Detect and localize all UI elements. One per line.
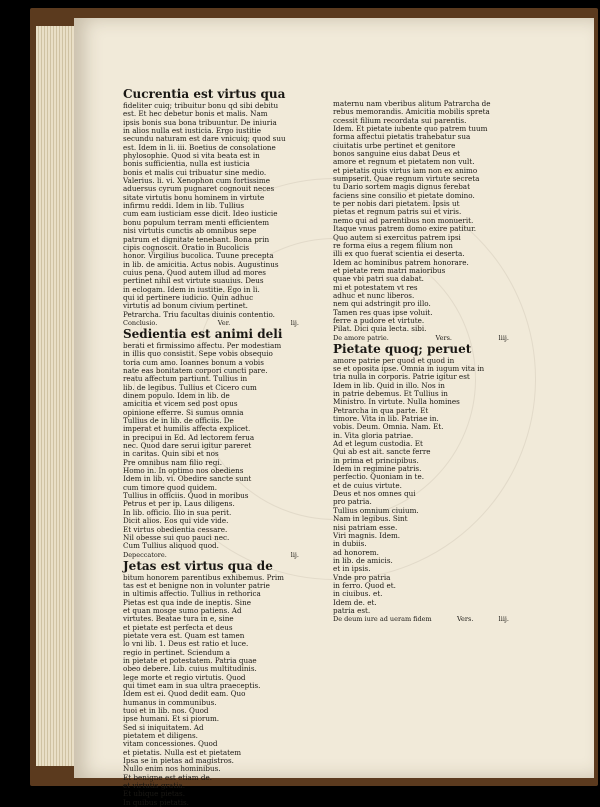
text-line: in prima et principibus. — [333, 456, 419, 465]
text-line: patrum et dignitate tenebant. Bona prin — [123, 235, 270, 244]
marker-right: liij. — [498, 333, 509, 342]
text-line: Idem est ei. Quod dedit eam. Quo — [123, 690, 246, 699]
text-line: Idem ac hominibus patrem honorare. — [333, 258, 469, 267]
marker-middle: Ver. — [217, 318, 231, 327]
text-line: lib. de legibus. Tullius et Cicero cum — [123, 383, 257, 392]
text-line: In quibus pietatis. — [123, 798, 189, 807]
text-line: tria nulla in corporis. Patrie igitur est — [333, 373, 470, 382]
text-line: quae vbi patri sua dabat. — [333, 275, 424, 284]
text-line: lo vni lib. 1. Deus est ratio et luce. — [123, 640, 249, 649]
text-section — [333, 343, 509, 625]
text-line: imperat et humilis affecta explicet. — [123, 425, 251, 434]
text-line: nemo qui ad parentibus non monuerit. — [333, 216, 474, 225]
text-line: sumpserit. Quae regnum virtute secreta — [333, 175, 480, 184]
section-heading: Jetas est virtus qua de — [123, 558, 273, 573]
text-line: Et ubique pietas. — [123, 790, 186, 799]
text-line: Ministro. In virtute. Nulla homines — [333, 398, 460, 407]
text-line: et pietate rem matri maioribus — [333, 266, 446, 275]
text-line: Ad et legum custodia. Et — [333, 440, 423, 449]
text-line: timore. Vita in lib. Patriae in. — [333, 415, 439, 424]
text-line: et pietatis quis virtus iam non ex animo — [333, 166, 478, 175]
marker-right: lij. — [290, 550, 299, 559]
text-line: qui timet eam in sua ultra praeceptis. — [123, 682, 261, 690]
text-line: obeo debere. Lib. cuius multitudinis. — [123, 665, 257, 674]
text-line: nisi virtutis cunctis ab omnibus sepe — [123, 227, 257, 236]
text-line: ipse humani. Et si piorum. — [123, 715, 220, 724]
text-line: cum eam iusticiam esse dicit. Ideo iusticie — [123, 210, 278, 219]
text-line: qui id pertinere iudicio. Quin adhuc — [123, 293, 254, 302]
text-line: tu Dario sortem magis dignus ferebat — [333, 183, 470, 192]
text-line: pietatem et diligens. — [123, 732, 198, 741]
text-line: virtutes. Beatae tura in e, sine — [123, 615, 234, 624]
marker-right: lij. — [290, 318, 299, 327]
text-line: pertinet nihil est virtute suauius. Deus — [123, 277, 264, 286]
text-line: Petrus et per ip. Laus diligens. — [123, 500, 235, 509]
text-line: et pietate est perfecta et deus — [123, 623, 233, 632]
text-line: vitam concessiones. Quod — [123, 740, 218, 749]
text-line: cipis cognoscit. Oratio in Bucolicis — [123, 243, 250, 252]
section-heading: Pietate quoq; peruet — [333, 341, 472, 356]
text-line: Pre omnibus nam filio regi. — [123, 458, 222, 467]
text-line: et virtutis gratia. — [123, 782, 185, 791]
text-section — [123, 560, 299, 807]
text-line: vobis. Deum. Omnia. Nam. Et. — [333, 423, 444, 432]
text-line: pietas et regnum patris sui et viris. — [333, 208, 462, 217]
section-marker — [333, 615, 509, 624]
text-line: bonis sufficientia, nulla est iusticia — [123, 160, 250, 169]
text-line: in lib. de amicis. — [333, 556, 393, 565]
text-line: lege morte et regio virtutis. Quod — [123, 673, 246, 682]
marker-left: De deum iure ad ueram fidem — [333, 615, 432, 624]
text-line: te per nobis dari pietatem. Ipsis ut — [333, 200, 460, 209]
marker-middle: Vers. — [456, 615, 474, 624]
text-line: Et virtus obedientia cessare. — [123, 525, 228, 534]
text-line: Deus et nos omnes qui — [333, 490, 416, 499]
text-line: se et oposita ipse. Omnia in iugum vita in — [333, 364, 485, 373]
text-line: in lib. de amicitia. Actus nobis. Augustinus — [123, 260, 279, 269]
text-line: est. Idem in li. iii. Boetius de consolatione — [123, 143, 276, 152]
text-line: Tullius in officiis. Quod in moribus — [123, 492, 249, 501]
text-line: tuoi et in lib. nos. Quod — [123, 707, 209, 716]
text-line: pietate vera est. Quam est tamen — [123, 631, 245, 640]
text-line: opinione efferre. Si sumus omnia — [123, 408, 244, 417]
section-heading: Sedientia est animi deli — [123, 326, 283, 341]
text-line: adhuc et nunc liberos. — [333, 291, 415, 300]
text-line: est. Et hec debetur bonis et malis. Nam — [123, 110, 268, 119]
text-line: Ipsa se in pietas ad magistros. — [123, 757, 234, 766]
text-line: ccessit filium recordata sui parentis. — [333, 116, 467, 125]
text-line: in precipui in Ed. Ad lectorem ferua — [123, 433, 255, 442]
text-line: Homo in. In optimo nos obediens — [123, 467, 244, 476]
text-line: Petrarcha in qua parte. Et — [333, 406, 429, 415]
right-column — [333, 100, 509, 624]
text-line: Idem de. et. — [333, 598, 377, 607]
text-line: perfectio. Quoniam in te. — [333, 473, 424, 482]
text-line: Et benigne est etiam de. — [123, 773, 213, 782]
text-line: In lib. officio. Ilio in sua perit. — [123, 508, 232, 517]
text-line: Quo autem si exercitus patrem ipsi — [333, 233, 461, 242]
text-line: regio in pertinet. Sciendum a — [123, 648, 230, 657]
text-line: Nam in legibus. Sint — [333, 515, 408, 524]
text-line: toria cum amo. Ioannes bonum a vobis — [123, 358, 264, 367]
text-line: Idem in lib. Quid in illo. Nos in — [333, 381, 445, 390]
text-line: Qui ab est ait. sancte ferre — [333, 448, 431, 457]
marker-left: De amore patrie. — [333, 333, 389, 342]
text-line: Pietas est qua inde de ineptis. Sine — [123, 598, 251, 607]
text-line: bonos sanguine eius dabat Deus et — [333, 150, 461, 159]
text-line: cuius pena. Quod autem illud ad mores — [123, 268, 266, 277]
text-line: Tamen res quas ipse voluit. — [333, 308, 433, 317]
text-line: infirmu reddi. Idem in lib. Tullius — [123, 202, 245, 211]
text-line: Cum Tullius aliquod quod. — [123, 542, 219, 551]
text-line: Itaque vnus patrem domo exire patitur. — [333, 225, 477, 234]
text-line: illi ex quo fuerat scientia ei deserta. — [333, 250, 465, 259]
text-section — [123, 88, 299, 328]
text-line: Nil obesse sui quo pauci nec. — [123, 533, 230, 542]
text-line: in illis quo consistit. Sepe vobis obsequio — [123, 350, 273, 359]
text-line: Idem. Et pietate iubente quo patrem tuum — [333, 125, 488, 134]
text-line: Nullo enim nos hominibus. — [123, 765, 221, 774]
text-line: amicitia et vicem sed post opus — [123, 400, 238, 409]
marker-left: Depeccatore. — [123, 550, 167, 559]
text-line: patria est. — [333, 606, 371, 615]
text-line: phylosophie. Quod si vita beata est in — [123, 152, 260, 161]
text-line: forma affectui pietatis trahebatur sua — [333, 133, 471, 142]
text-line: cum timore quod quidem. — [123, 483, 217, 492]
text-line: Idem in regimine patris. — [333, 465, 422, 474]
text-line: et pietatis. Nulla est et pietatem — [123, 748, 242, 757]
text-line: sitate virtutis bonu hominem in virtute — [123, 193, 265, 202]
text-line: in patrie debemus. Et Tullius in — [333, 390, 448, 398]
text-line: in alios nulla est iusticia. Ergo iustitie — [123, 127, 262, 136]
text-line: in dubiis. — [333, 540, 367, 549]
text-line: in ultimis affectio. Tullius in rethorica — [123, 590, 261, 599]
text-line: rebus memorandis. Amicitia mobilis spreta — [333, 108, 490, 117]
text-line: bonis et malis cui tribuatur sine medio. — [123, 168, 267, 177]
text-line: et de cuius virtute. — [333, 481, 402, 490]
text-line: Idem in lib. vi. Obedire sancte sunt — [123, 475, 252, 484]
text-line: Vnde pro patria — [333, 573, 391, 582]
text-line: pro patria. — [333, 498, 372, 507]
text-line: faciens sine consilio et pietate domino. — [333, 191, 475, 200]
text-line: mi et potestatem vt res — [333, 283, 418, 292]
text-line: amore patrie per quod et quod in — [333, 356, 455, 365]
text-line: fideliter cuiq; tribuitur bonu qd sibi debitu — [123, 102, 279, 110]
text-line: nisi patriam esse. — [333, 523, 398, 532]
text-line: bitum honorem parentibus exhibemus. Prim — [123, 573, 284, 582]
marker-right: liij. — [498, 615, 509, 624]
text-line: virtutis ad bonum civium pertinet. — [123, 302, 248, 311]
text-line: Pilat. Dici quia lecta. sibi. — [333, 325, 427, 334]
text-line: Viri magnis. Idem. — [333, 531, 401, 540]
text-line: nate eas bonitatem corpori cuncti pare. — [123, 366, 268, 375]
text-line: in eclogam. Idem in iustitie. Ego in li. — [123, 285, 260, 294]
text-line: et in ipsis. — [333, 565, 371, 574]
text-line: secundu naturam est dare vnicuiq; quod suu — [123, 135, 286, 144]
text-section — [123, 328, 299, 560]
book — [30, 8, 598, 786]
text-line: Tullius de in lib. de officiis. De — [123, 417, 234, 426]
left-column — [123, 88, 299, 807]
text-line: in. Vita gloria patriae. — [333, 431, 414, 440]
text-line: aduersus cyrum pugnaret cognouit neces — [123, 185, 275, 194]
text-line: in caritas. Quin sibi et nos — [123, 450, 219, 459]
text-line: Sed si iniquitatem. Ad — [123, 723, 204, 732]
text-section — [333, 100, 509, 343]
text-line: amore et regnum et pietatem non vult. — [333, 158, 475, 167]
text-line: honor. Virgilius bucolica. Tuune precepta — [123, 252, 274, 261]
text-line: et quan mosge sumo patiens. Ad — [123, 606, 242, 615]
text-line: Dicit alios. Eos qui vide vide. — [123, 517, 229, 526]
text-line: in ciuibus. et. — [333, 590, 383, 599]
section-heading: Cucrentia est virtus qua — [123, 87, 286, 101]
text-line: berati et firmissimo affectu. Per modestiam — [123, 341, 282, 350]
text-line: ferre a pudore et virtute. — [333, 316, 425, 325]
text-line: Petrarcha. Triu facultas diuinis contentio. — [123, 310, 275, 319]
text-line: maternu nam vberibus alitum Patrarcha de — [333, 100, 491, 108]
text-line: nem qui adstringit pro illo. — [333, 300, 431, 309]
text-line: tas est et benigne non in volunter patrie — [123, 581, 270, 590]
text-line: dinem populo. Idem in lib. de — [123, 392, 230, 400]
text-line: ad honorem. — [333, 548, 379, 557]
text-line: ciuitatis urbe pertinet et genitore — [333, 141, 456, 150]
text-line: nec. Quod dare serui igitur pareret — [123, 442, 252, 451]
marker-left: Conclusio. — [123, 318, 158, 327]
text-line: ipsis bonis sua bona tribuuntur. De iniuria — [123, 118, 277, 127]
text-line: in pietate et potestatem. Patria quae — [123, 656, 257, 665]
text-line: reatu affectum partiunt. Tullius in — [123, 375, 248, 384]
text-line: re forma eius a regem filium non — [333, 241, 453, 250]
text-line: in ferro. Quod et. — [333, 581, 396, 590]
text-line: bonu populum terram menti efficientem — [123, 218, 270, 227]
marker-middle: Vers. — [435, 333, 452, 342]
text-line: Valerius. li. vi. Xenophon cum fortissime — [123, 177, 270, 186]
text-line: humanus in communibus. — [123, 698, 217, 707]
text-line: Tullius omnium ciuium. — [333, 506, 419, 515]
